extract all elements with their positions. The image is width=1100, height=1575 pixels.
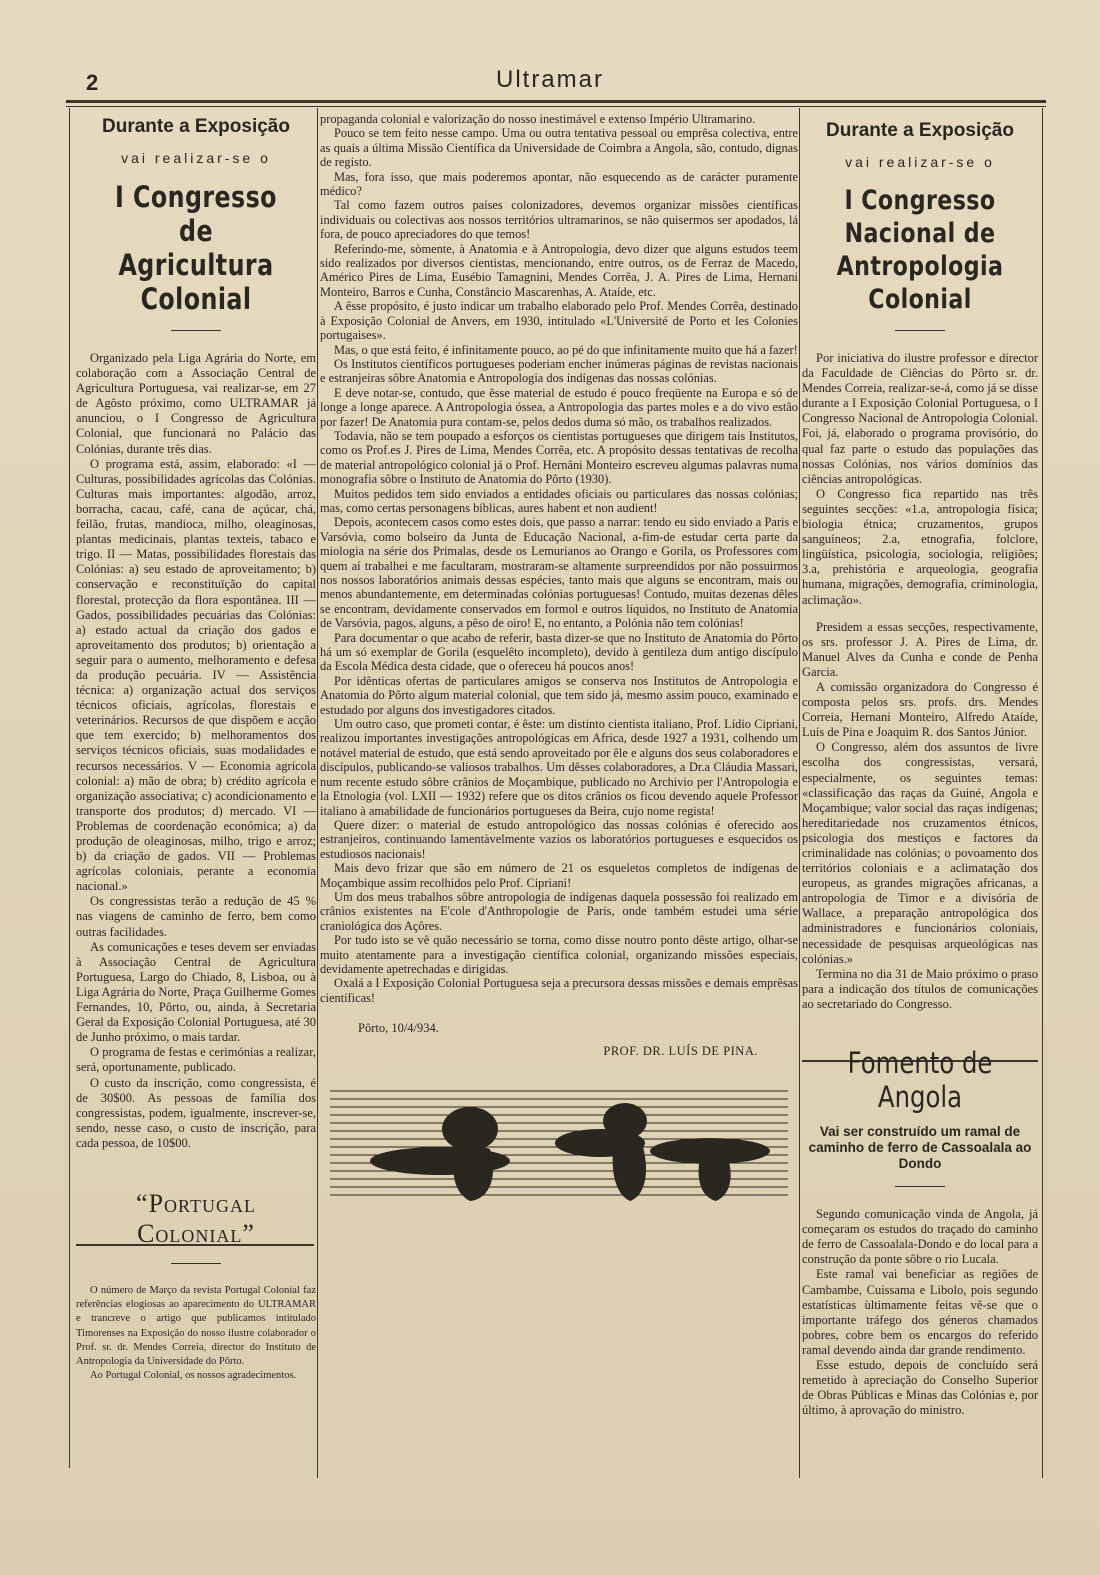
column-rule-left: [69, 108, 70, 1468]
article-body: [802, 351, 1038, 1012]
column-rule-2: [799, 108, 800, 1478]
paragraph: Por iniciativa do ilustre professor e director da Faculdade de Ciências do Pôrto sr. dr. Mendes Correia, realizar-se-á, como já se disse durante a I Exposição Colonial Portuguesa, o I Congresso Nacional de Antropologia Colonial. Foi, já, elaborado o programa provisório, do qual faz parte o estudo das populações das nossas Colónias, nos vários domínios das ciências antropológicas.: [802, 351, 1038, 486]
paragraph: Mais devo frizar que são em número de 21 os esqueletos completos de indígenas de Moçambique assim recolhidos pelo Prof. Cipriani!: [320, 861, 798, 890]
article-headline: I Congresso Nacional de Antropologia Colonial: [836, 185, 1004, 315]
paragraph: O número de Março da revista Portugal Colonial faz referências elogiosas ao aparecimento do ULTRAMAR e trancreve o artigo que publicamos intitulado Timorenses na Exposição do nosso ilustre colaborador o Prof. sr. dr. Mendes Correia, director do Instituto de Antropologia da Universidade do Pôrto.: [76, 1284, 316, 1367]
masthead: Ultramar: [495, 66, 604, 93]
paragraph: O Congresso, além dos assuntos de livre escolha dos congressistas, versará, especialmente, os seguintes temas: «classificação das raças da Guiné, Angola e Moçambique; valor social das raças indígenas; hereditariedade nos cruzamentos étnicos, psicologia dos mestiços e factores da criminalidade nas colónias; o povoamento dos territórios coloniais e a aclimatação dos europeus, as grandes migrações africanas, a antropologia de Timor e a divisória de Wallace, a preparação antropológica dos administradores e funcionários coloniais, necessidade de pesquisas arqueológicas nas colónias.»: [802, 740, 1038, 966]
fomento-subheadline: Vai ser construído um ramal de caminho de ferro de Cassoalala ao Dondo: [808, 1124, 1032, 1172]
author-signature: PROF. DR. LUÍS DE PINA.: [603, 1044, 758, 1059]
divider: [895, 330, 945, 331]
paragraph: Um outro caso, que prometi contar, é êste: um distinto cientista italiano, Prof. Lídio Cipriani, realizou importantes investigações antropológicas em Africa, desde 1927 a 1931, colhendo um notável material de estudo, que está sendo aproveitado por êle e alguns dos seus colaboradores e discípulos, publicando-se valiosos trabalhos. Um dêsses colaboradores, a Dr.a Cláudia Massari, num recente estudo sôbre crânios de Moçambique, publicado no Archivio per l'Antropologia e la Etnologia (vol. LXII — 1932) refere que os ditos crânios os ficou devendo aquele Professor italiano à amabilidade de funcionários portugueses da Beira, cujo nome regista!: [320, 717, 798, 818]
paragraph: O programa de festas e cerimónias a realizar, será, oportunamente, publicado.: [76, 1045, 316, 1075]
paragraph: Os Institutos científicos portugueses poderiam encher inúmeras páginas de revistas nacionais e estranjeiras sôbre Anatomia e Antropologia dos indígenas das nossas colónias.: [320, 356, 798, 386]
divider: [895, 1186, 945, 1187]
paragraph: O programa está, assim, elaborado: «I — Culturas, possibilidades agrícolas das Colónias. Culturas mais importantes: algodão, arroz, borracha, cacau, café, cana de açúcar, chá, feilão, frutas, mandioca, milho, oleaginosas, plantas medicinais, plantas texteis, tabaco e trigo. II — Matas, possibilidades florestais das Colónias: a) seu estado de aproveitamento; b) conservação e reconstituïção do capital florestal, protecção da flora espontânea. III — Gados, possibilidades pecuárias das Colónias: a) estado actual da criação dos gados e aproveitamento dos produtos; b) orientação a seguir para o aumento, melhoramento e defesa da produção pecuária. IV — Assistência técnica: a) organização actual dos serviços técnicos oficiais, agrícolas, florestais e veterinários. Recursos de que dispõem e acção que tem exercido; b) melhoramentos dos serviços técnicos oficiais, suas modalidades e recursos necessários. V — Economia agrícola colonial: a) mão de obra; b) crédito agrícola e organização associativa; c) acondicionamento e transporte dos produtos; d) mercado. VI — Problemas de coordenação económica; a) da produção de oleaginosas, milho, trigo e arroz; b) da criação de gados. VII — Problemas agrícolas coloniais, perante a economia nacional.»: [76, 456, 316, 894]
paragraph: Quere dizer: o material de estudo antropológico das nossas colónias é oferecido aos estranjeiros, continuando lamentàvelmente vazios os laboratórios portugueses e esquecidos os estudiosos nacionais!: [320, 817, 798, 861]
paragraph: Por tudo isto se vê quão necessário se torna, como disse noutro ponto dêste artigo, olhar-se muito atentamente para a investigação científica colonial, organizando missões especiais, devidamente apetrechadas e dirigidas.: [320, 933, 798, 976]
portugal-colonial-headline: “Portugal Colonial”: [136, 1188, 256, 1248]
paragraph: Esse estudo, depois de concluído será remetido à apreciação do Conselho Superior de Obras Públicas e Minas das Colónias e, por último, à aprovação do ministro.: [802, 1357, 1038, 1418]
paragraph: Mas, fora isso, que mais poderemos apontar, não esquecendo as de carácter puramente médico?: [320, 169, 798, 199]
paragraph: Este ramal vai beneficiar as regiões de Cambambe, Cuissama e Libolo, pois segundo estatísticas ùltimamente feitas vê-se que o importante tráfego dos géneros chamados pobres, cobre bem os encargos do referido ramal devendo ainda dar grande rendimento.: [802, 1267, 1038, 1357]
fomento-body: [802, 1207, 1038, 1418]
paragraph: Tal como fazem outros países colonizadores, devemos organizar missões científicas individuais ou colectivas aos nossos territórios ultramarinos, se não quisermos ser apodados, lá fora, de pouco apreciadores do que temos!: [320, 198, 798, 242]
portugal-colonial-body: [76, 1284, 316, 1383]
paragraph: Ao Portugal Colonial, os nossos agradecimentos.: [90, 1370, 297, 1382]
column-rule-right: [1042, 108, 1043, 1478]
article-body: [320, 112, 798, 1005]
paragraph: Depois, acontecem casos como estes dois, que passo a narrar: tendo eu sido enviado a Paris e Varsóvia, como bolseiro da Junta de Educação Nacional, a-fim-de estudar certa parte da miologia na série dos Primalas, desde os Lemurianos ao Orango e Gorila, os Professores com quem aí trabalhei e me facultaram, mostraram-se altamente surpreendidos por não possuirmos nos nossos laboratórios animais dessas espécies, tanto mais que alguns se encontram, mais ou menos abundantemente, em determinadas colónias portuguesas! Contudo, muitas dezenas dêles se encontram, devidamente conservados em formol e outros líquidos, no Instituto de Anatomia de Varsóvia, pagos, alguns, a pêso de oiro! E, no entanto, a Polónia não tem colónias!: [320, 515, 798, 631]
dateline: Pôrto, 10/4/934.: [358, 1021, 439, 1036]
page-number: 2: [86, 70, 99, 95]
article-kicker: Durante a Exposição: [102, 116, 290, 137]
paragraph: Muitos pedidos tem sido enviados a entidades oficiais ou particulares das nossas colónias; mas, como certas personagens bíblicas, aures habent et non audient!: [320, 486, 798, 515]
paragraph: Pouco se tem feito nesse campo. Uma ou outra tentativa pessoal ou emprêsa colectiva, entre as quais a última Missão Científica da Universidade de Coimbra a Angola, são, contudo, dignas de registo.: [320, 126, 798, 170]
paragraph: O Congresso fica repartido nas três seguintes secções: «1.a, antropologia física; biologia étnica; cruzamentos, grupos sanguíneos; 2.a, etnografia, folclore, lingüística, psicologia, sociologia, religiões; 3.a, prehistória e arqueologia, geografia humana, migrações, demografia, criminologia, aclimação».: [802, 486, 1038, 607]
paragraph: Segundo comunicação vinda de Angola, já começaram os estudos do traçado do caminho de ferro de Cassoalala-Dondo e do local para a construção da ponte sôbre o rio Lucala.: [802, 1207, 1038, 1267]
paragraph: Referindo-me, sòmente, à Anatomia e à Antropologia, devo dizer que alguns estudos teem sido realizados por diversos cientistas, mencionando, entre outros, os de Ferraz de Macedo, Américo Pires de Lima, Eusébio Tamagnini, Mendes Corrêa, J. A. Pires de Lima, Hernani Monteiro, Barros e Cunha, Constâncio Mascarenhas, A. Ataíde, etc.: [320, 241, 798, 299]
paragraph: Por idênticas ofertas de particulares amigos se conserva nos Institutos de Antropologia e Anatomia do Pôrto algum material colonial, que tem sido já, mesmo assim pouco, examinado e estudado por alguns dos investigadores citados.: [320, 673, 798, 717]
paragraph: Todavia, não se tem poupado a esforços os cientistas portugueses que dirigem tais Institutos, como os Prof.es J. Pires de Lima, Mendes Corrêa, etc. A propósito dessas tentativas de recolha de material antropológico colonial já o Prof. Hernâni Monteiro escreveu algumas palavras numa monografia sôbre o Instituto de Anatomia do Pôrto (1930).: [320, 428, 798, 487]
article-kicker: Durante a Exposição: [826, 120, 1014, 141]
decorative-illustration: [320, 1081, 798, 1211]
top-rule-thin: [66, 106, 1046, 107]
paragraph: Mas, o que está feito, é infinitamente pouco, ao pé do que infinitamente muito que há a fazer!: [334, 342, 798, 357]
right-column: [802, 112, 1038, 1418]
divider: [171, 330, 221, 331]
paragraph: Para documentar o que acabo de referir, basta dizer-se que no Instituto de Anatomia do Pôrto há um só exemplar de Gorila (esquelêto incompleto), devido à gentileza dum antigo discípulo da Escola Médica desta cidade, que o ofereceu há poucos anos!: [320, 630, 798, 674]
paragraph: E deve notar-se, contudo, que êsse material de estudo é pouco freqüente na Europa e só de longe a longe aparece. A Antropologia óssea, a Antropologia das partes moles e a do vivo estão por fazer! De Anatomia pura contam-se, pelos dedos duma só mão, os trabalhos realizados.: [320, 385, 798, 429]
article-headline: I Congresso de Agricultura Colonial: [115, 180, 277, 316]
paragraph: Presidem a essas secções, respectivamente, os srs. professor J. A. Pires de Lima, dr. Manuel Alves da Cunha e conde de Penha Garcia.: [802, 619, 1038, 679]
article-body: [76, 351, 316, 1151]
middle-column: [320, 112, 798, 1216]
top-rule: [66, 100, 1046, 103]
paragraph: O custo da inscrição, como congressista, é de 30$00. As pessoas de família dos congressistas, podem, igualmente, inscrever-se, sendo, nesse caso, o custo de inscrição, para cada pessoa, de 10$00.: [76, 1075, 316, 1150]
paragraph: A comissão organizadora do Congresso é composta pelos srs. profs. drs. Mendes Correia, Hernani Monteiro, Alfredo Ataíde, Luís de Pina e Joaquim R. dos Santos Júnior.: [802, 679, 1038, 740]
paragraph: Organizado pela Liga Agrária do Norte, em colaboração com a Associação Central de Agricultura Portuguesa, vai realizar-se, em 27 de Agôsto próximo, como ULTRAMAR já anunciou, o I Congresso de Agricultura Colonial, que funcionará no Palácio das Colónias, durante três dias.: [76, 351, 316, 456]
paragraph: Os congressistas terão a redução de 45 % nas viagens de caminho de ferro, bem como outras facilidades.: [76, 894, 316, 939]
paragraph: Um dos meus trabalhos sôbre antropologia de indígenas daquela possessão foi realizado em crânios existentes na E'cole d'Anthropologie de Paris, onde também estudei uma série craniológica dos Açôres.: [320, 889, 798, 933]
paragraph: A êsse propósito, é justo indicar um trabalho elaborado pelo Prof. Mendes Corrêa, destinado à Exposição Colonial de Anvers, em 1930, intitulado «L'Université de Porto et les Colonies portugaises».: [320, 299, 798, 343]
fomento-headline: Fomento de Angola: [847, 1046, 993, 1115]
article-kicker-sub: vai realizar-se o: [845, 154, 995, 170]
paragraph: Termina no dia 31 de Maio próximo o praso para a indicação dos títulos de comunicações ao secretariado do Congresso.: [802, 966, 1038, 1011]
divider: [171, 1263, 221, 1264]
paragraph: Oxalá a I Exposição Colonial Portuguesa seja a precursora dessas missões e demais emprêsas científicas!: [320, 976, 798, 1005]
article-kicker-sub: vai realizar-se o: [121, 150, 271, 166]
paragraph: propaganda colonial e valorização do nosso inestimável e extenso Império Ultramarino.: [320, 112, 756, 126]
paragraph: As comunicações e teses devem ser enviadas à Associação Central de Agricultura Portuguesa, Largo do Chiado, 8, Lisboa, ou à Liga Agrária do Norte, Praça Guilherme Gomes Fernandes, 10, Pôrto, ou, ainda, à Secretaria Geral da Exposição Colonial Portuguesa, até 30 de Junho próximo, o mais tardar.: [76, 939, 316, 1045]
left-column: [76, 112, 316, 1383]
column-rule-1: [317, 108, 318, 1478]
